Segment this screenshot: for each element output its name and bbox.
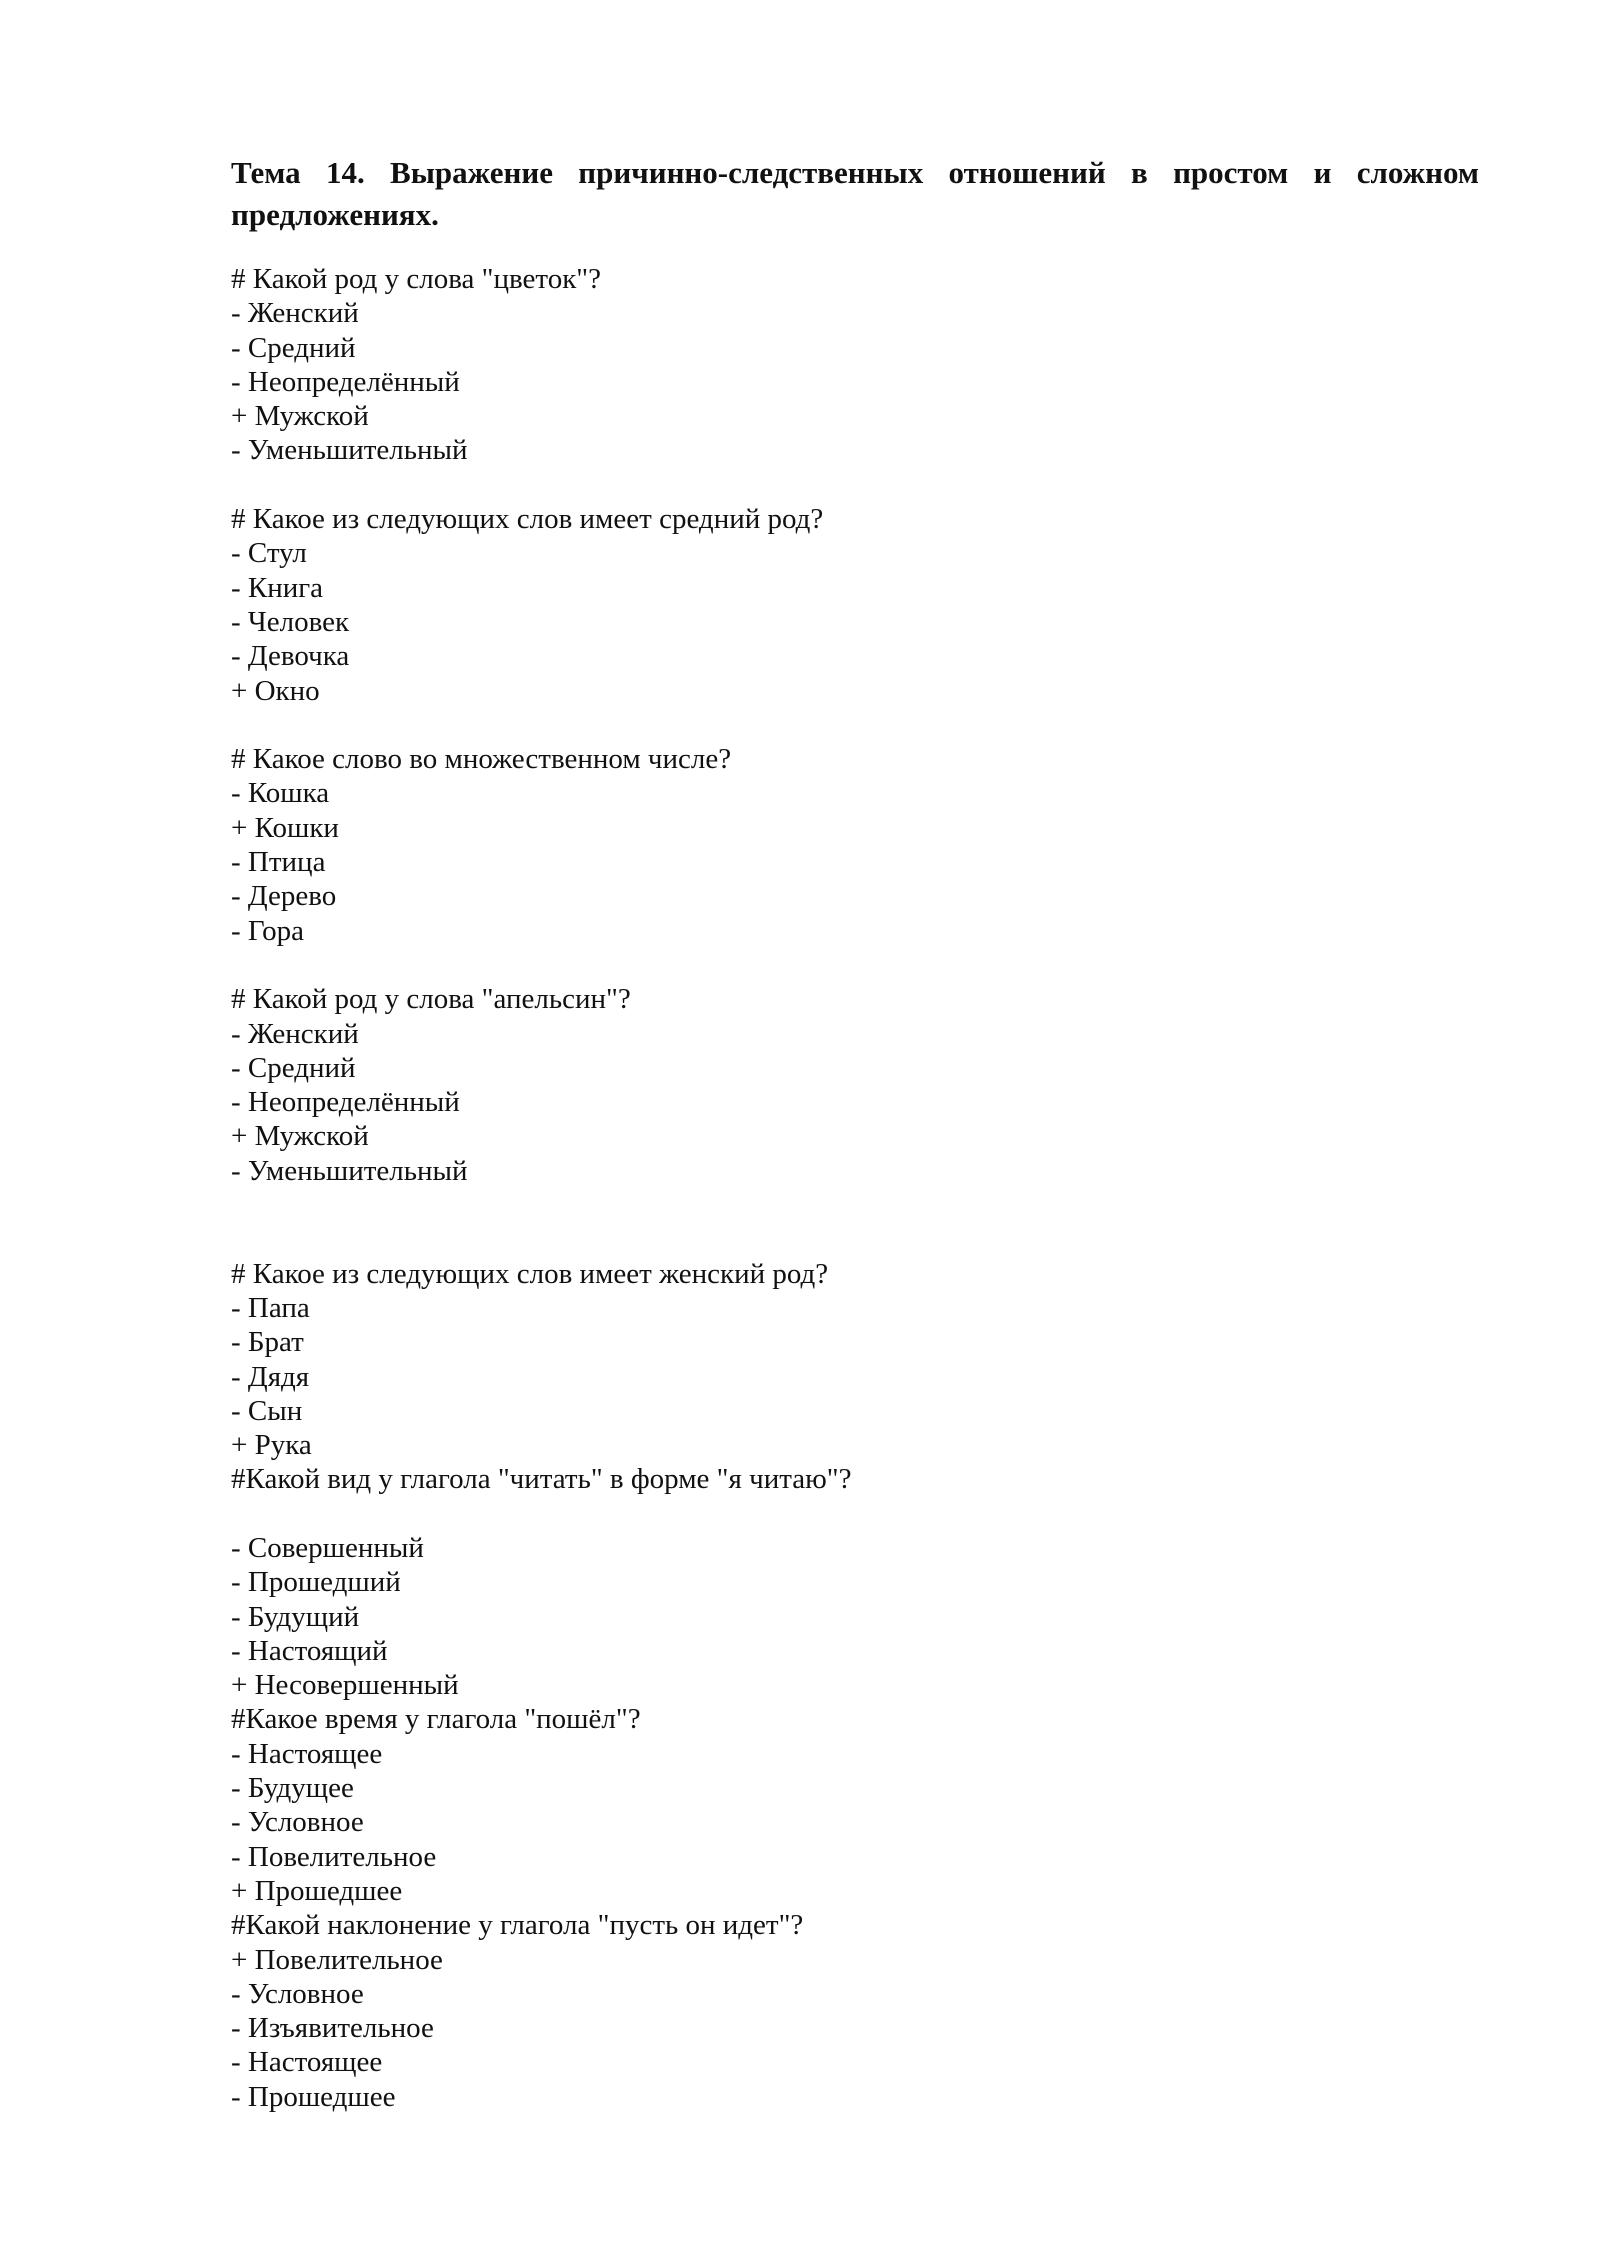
answer-option: - Настоящее — [231, 2046, 383, 2079]
answer-option: - Уменьшительный — [231, 1154, 468, 1187]
answer-option: - Средний — [231, 1051, 356, 1084]
question-text: # Какое слово во множественном числе? — [231, 743, 732, 776]
question-block — [231, 1257, 1479, 1463]
answer-option: - Книга — [231, 571, 324, 604]
document-page — [231, 152, 1479, 2114]
answer-option: - Гора — [231, 914, 304, 947]
answer-option: - Будущее — [231, 1772, 354, 1805]
answer-option: - Девочка — [231, 640, 350, 673]
answer-option: - Папа — [231, 1291, 310, 1324]
document-title: Тема 14. Выражение причинно-следственных отношений в простом и сложном предложениях. — [231, 155, 1479, 232]
answer-option: - Птица — [231, 846, 326, 879]
answer-option: - Условное — [231, 1977, 364, 2010]
answer-option: - Человек — [231, 605, 350, 638]
question-block — [231, 742, 1479, 948]
answer-option: - Прошедшее — [231, 2080, 396, 2113]
question-block — [231, 1462, 1479, 1702]
answer-option: - Будущий — [231, 1600, 360, 1633]
answer-option: - Женский — [231, 1017, 359, 1050]
question-text: # Какой род у слова "цветок"? — [231, 263, 602, 295]
answer-option-correct: + Окно — [231, 674, 320, 707]
answer-option-correct: + Несовершенный — [231, 1669, 459, 1702]
answer-option: - Совершенный — [231, 1531, 424, 1564]
question-block — [231, 982, 1479, 1188]
answer-option: - Прошедший — [231, 1566, 401, 1599]
question-block — [231, 502, 1479, 708]
answer-option-correct: + Мужской — [231, 1120, 369, 1153]
answer-option: - Брат — [231, 1326, 304, 1359]
question-block — [231, 1908, 1479, 2114]
answer-option: - Изъявительное — [231, 2012, 434, 2045]
answer-option: - Женский — [231, 297, 359, 330]
answer-option: - Стул — [231, 537, 307, 570]
answer-option: - Средний — [231, 331, 356, 364]
answer-option-correct: + Прошедшее — [231, 1874, 403, 1907]
question-text: # Какой род у слова "апельсин"? — [231, 983, 631, 1016]
answer-option-correct: + Кошки — [231, 811, 339, 844]
answer-option: - Дядя — [231, 1360, 310, 1393]
question-text: # Какое из следующих слов имеет средний род? — [231, 503, 824, 536]
question-block — [231, 1702, 1479, 1908]
question-text: #Какой вид у глагола "читать" в форме "я читаю"? — [231, 1463, 852, 1496]
answer-option: - Уменьшительный — [231, 434, 468, 467]
answer-option: - Сын — [231, 1394, 303, 1427]
answer-option: - Настоящее — [231, 1737, 383, 1770]
question-text: # Какое из следующих слов имеет женский род? — [231, 1257, 829, 1290]
answer-option-correct: + Мужской — [231, 400, 369, 433]
answer-option: - Настоящий — [231, 1634, 388, 1667]
answer-option-correct: + Повелительное — [231, 1943, 443, 1976]
question-block — [231, 262, 1479, 468]
answer-option-correct: + Рука — [231, 1429, 312, 1462]
answer-option: - Повелительное — [231, 1840, 437, 1873]
answer-option: - Кошка — [231, 777, 330, 810]
answer-option: - Дерево — [231, 880, 337, 913]
answer-option: - Неопределённый — [231, 365, 460, 398]
answer-option: - Условное — [231, 1806, 364, 1839]
question-text: #Какое время у глагола "пошёл"? — [231, 1703, 641, 1736]
question-text: #Какой наклонение у глагола "пусть он идет"? — [231, 1909, 804, 1942]
answer-option: - Неопределённый — [231, 1086, 460, 1119]
